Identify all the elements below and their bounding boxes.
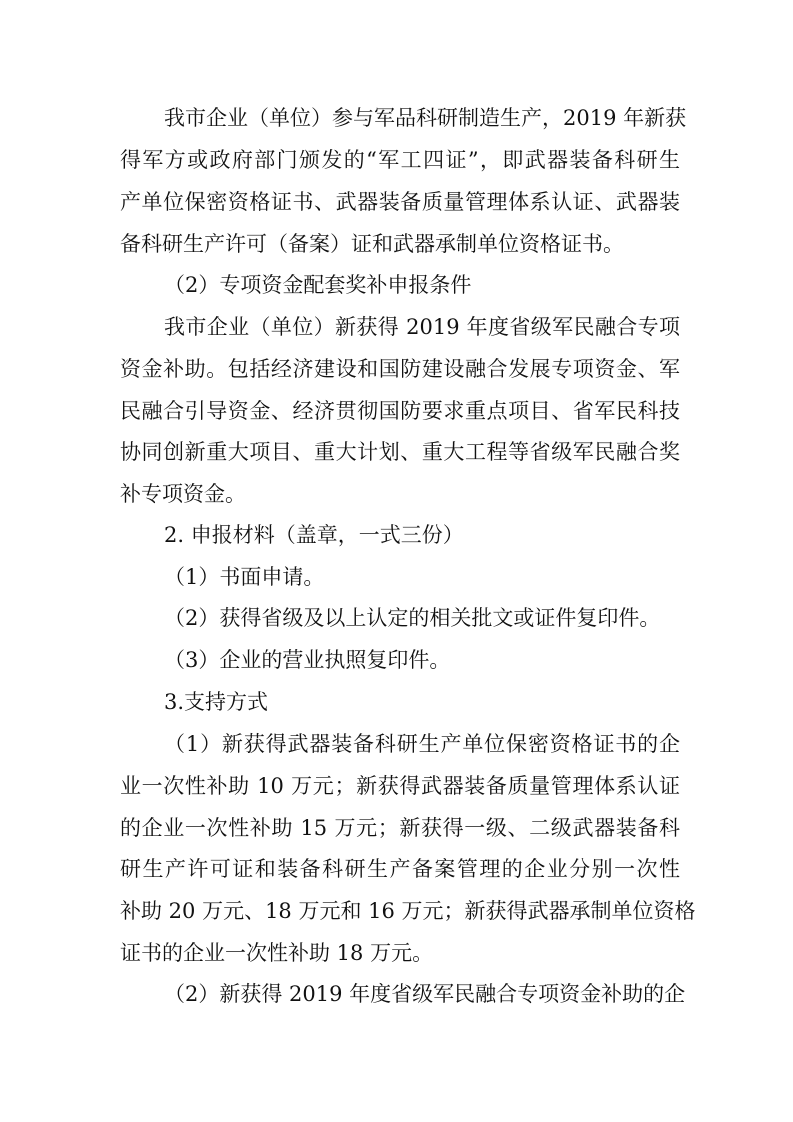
paragraph-line: （2）新获得 2019 年度省级军民融合专项资金补助的企 xyxy=(164,982,686,1006)
paragraph-line: 得军方或政府部门颁发的“军工四证”，即武器装备科研生 xyxy=(120,148,680,172)
paragraph-line: 证书的企业一次性补助 18 万元。 xyxy=(120,941,434,965)
paragraph-line: 备科研生产许可（备案）证和武器承制单位资格证书。 xyxy=(120,232,624,256)
paragraph-line: 产单位保密资格证书、武器装备质量管理体系认证、武器装 xyxy=(120,190,680,214)
section-heading: 3.支持方式 xyxy=(164,690,269,714)
paragraph-line: 我市企业（单位）新获得 2019 年度省级军民融合专项 xyxy=(164,315,680,339)
list-item: （1）书面申请。 xyxy=(164,565,325,589)
section-heading: （2）专项资金配套奖补申报条件 xyxy=(164,273,472,297)
list-item: （3）企业的营业执照复印件。 xyxy=(164,648,451,672)
paragraph-line: 民融合引导资金、经济贯彻国防要求重点项目、省军民科技 xyxy=(120,399,680,423)
paragraph-line: 的企业一次性补助 15 万元；新获得一级、二级武器装备科 xyxy=(120,816,680,840)
paragraph-line: 补助 20 万元、18 万元和 16 万元；新获得武器承制单位资格 xyxy=(120,899,696,923)
paragraph-line: （1）新获得武器装备科研生产单位保密资格证书的企 xyxy=(164,732,680,756)
paragraph-line: 我市企业（单位）参与军品科研制造生产，2019 年新获 xyxy=(164,106,687,130)
paragraph-line: 研生产许可证和装备科研生产备案管理的企业分别一次性 xyxy=(120,857,680,881)
list-item: （2）获得省级及以上认定的相关批文或证件复印件。 xyxy=(164,606,661,630)
paragraph-line: 协同创新重大项目、重大计划、重大工程等省级军民融合奖 xyxy=(120,440,680,464)
paragraph-line: 资金补助。包括经济建设和国防建设融合发展专项资金、军 xyxy=(120,357,680,381)
paragraph-line: 补专项资金。 xyxy=(120,482,246,506)
paragraph-line: 业一次性补助 10 万元；新获得武器装备质量管理体系认证 xyxy=(120,774,680,798)
section-heading: 2. 申报材料（盖章，一式三份） xyxy=(164,523,464,547)
